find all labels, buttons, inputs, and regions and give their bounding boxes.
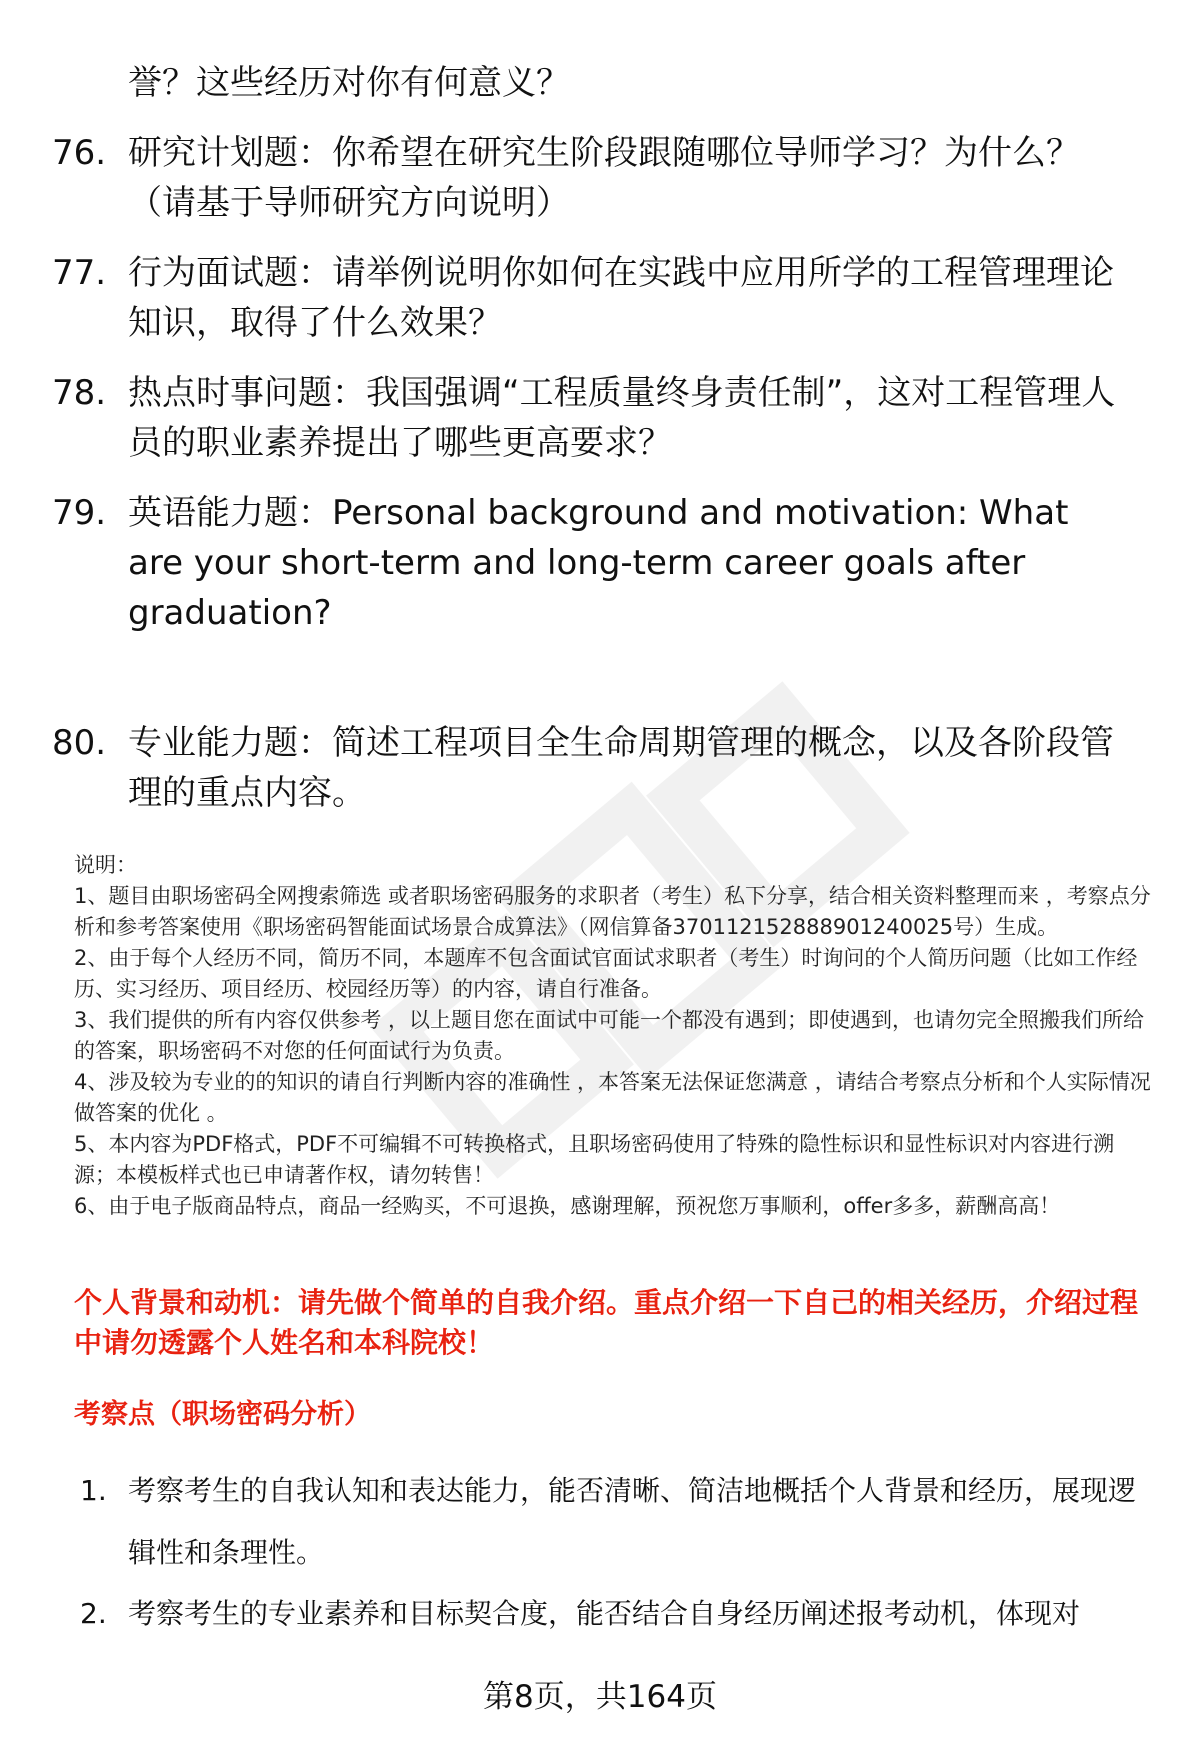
disclaimer-notes <box>74 850 1154 1222</box>
question-text: 专业能力题：简述工程项目全生命周期管理的概念，以及各阶段管理的重点内容。 <box>128 723 1114 813</box>
note-item: 6、由于电子版商品特点，商品一经购买，不可退换，感谢理解，预祝您万事顺利，offer多多，薪酬高高！ <box>74 1194 1061 1218</box>
note-item: 4、涉及较为专业的的知识的请自行判断内容的准确性 ，本答案无法保证您满意 ，请结合考察点分析和个人实际情况做答案的优化 。 <box>74 1070 1151 1125</box>
note-item: 2、由于每个人经历不同，简历不同，本题库不包含面试官面试求职者（考生）时询问的个人简历问题（比如工作经历、实习经历、项目经历、校园经历等）的内容，请自行准备。 <box>74 946 1138 1001</box>
point-number: 2. <box>80 1597 107 1630</box>
question-continuation: 誉？这些经历对你有何意义？ <box>128 63 570 103</box>
question-number: 77. <box>52 253 107 293</box>
section-title: 个人背景和动机：请先做个简单的自我介绍。重点介绍一下自己的相关经历，介绍过程中请勿透露个人姓名和本科院校！ <box>74 1286 1139 1359</box>
note-item: 1、题目由职场密码全网搜索筛选 或者职场密码服务的求职者（考生）私下分享，结合相关资料整理而来 ，考察点分析和参考答案使用《职场密码智能面试场景合成算法》（网信算备370112152888901240025号）生成。 <box>74 884 1151 939</box>
question-number: 78. <box>52 373 107 413</box>
question-text: 行为面试题：请举例说明你如何在实践中应用所学的工程管理理论知识，取得了什么效果？ <box>128 253 1114 343</box>
notes-title: 说明： <box>74 853 137 877</box>
analysis-heading: 考察点（职场密码分析） <box>74 1399 371 1430</box>
page-footer: 第8页，共164页 <box>483 1679 717 1715</box>
note-item: 3、我们提供的所有内容仅供参考 ，以上题目您在面试中可能一个都没有遇到；即使遇到，也请勿完全照搬我们所给的答案，职场密码不对您的任何面试行为负责。 <box>74 1008 1145 1063</box>
question-number: 76. <box>52 133 107 173</box>
question-text: 研究计划题：你希望在研究生阶段跟随哪位导师学习？为什么？（请基于导师研究方向说明） <box>128 133 1080 223</box>
question-number: 80. <box>52 723 107 763</box>
note-item: 5、本内容为PDF格式，PDF不可编辑不可转换格式，且职场密码使用了特殊的隐性标识和显性标识对内容进行溯源；本模板样式也已申请著作权，请勿转售！ <box>74 1132 1115 1187</box>
question-text: 热点时事问题：我国强调“工程质量终身责任制”，这对工程管理人员的职业素养提出了哪些更高要求？ <box>128 373 1116 463</box>
question-number: 79. <box>52 493 107 533</box>
question-text: 英语能力题：Personal background and motivation: What are your short-term and long-term career goals after graduation? <box>128 493 1069 633</box>
point-text: 考察考生的自我认知和表达能力，能否清晰、简洁地概括个人背景和经历，展现逻辑性和条理性。 <box>128 1474 1137 1569</box>
point-text: 考察考生的专业素养和目标契合度，能否结合自身经历阐述报考动机，体现对 <box>128 1597 1081 1630</box>
point-number: 1. <box>80 1474 107 1507</box>
